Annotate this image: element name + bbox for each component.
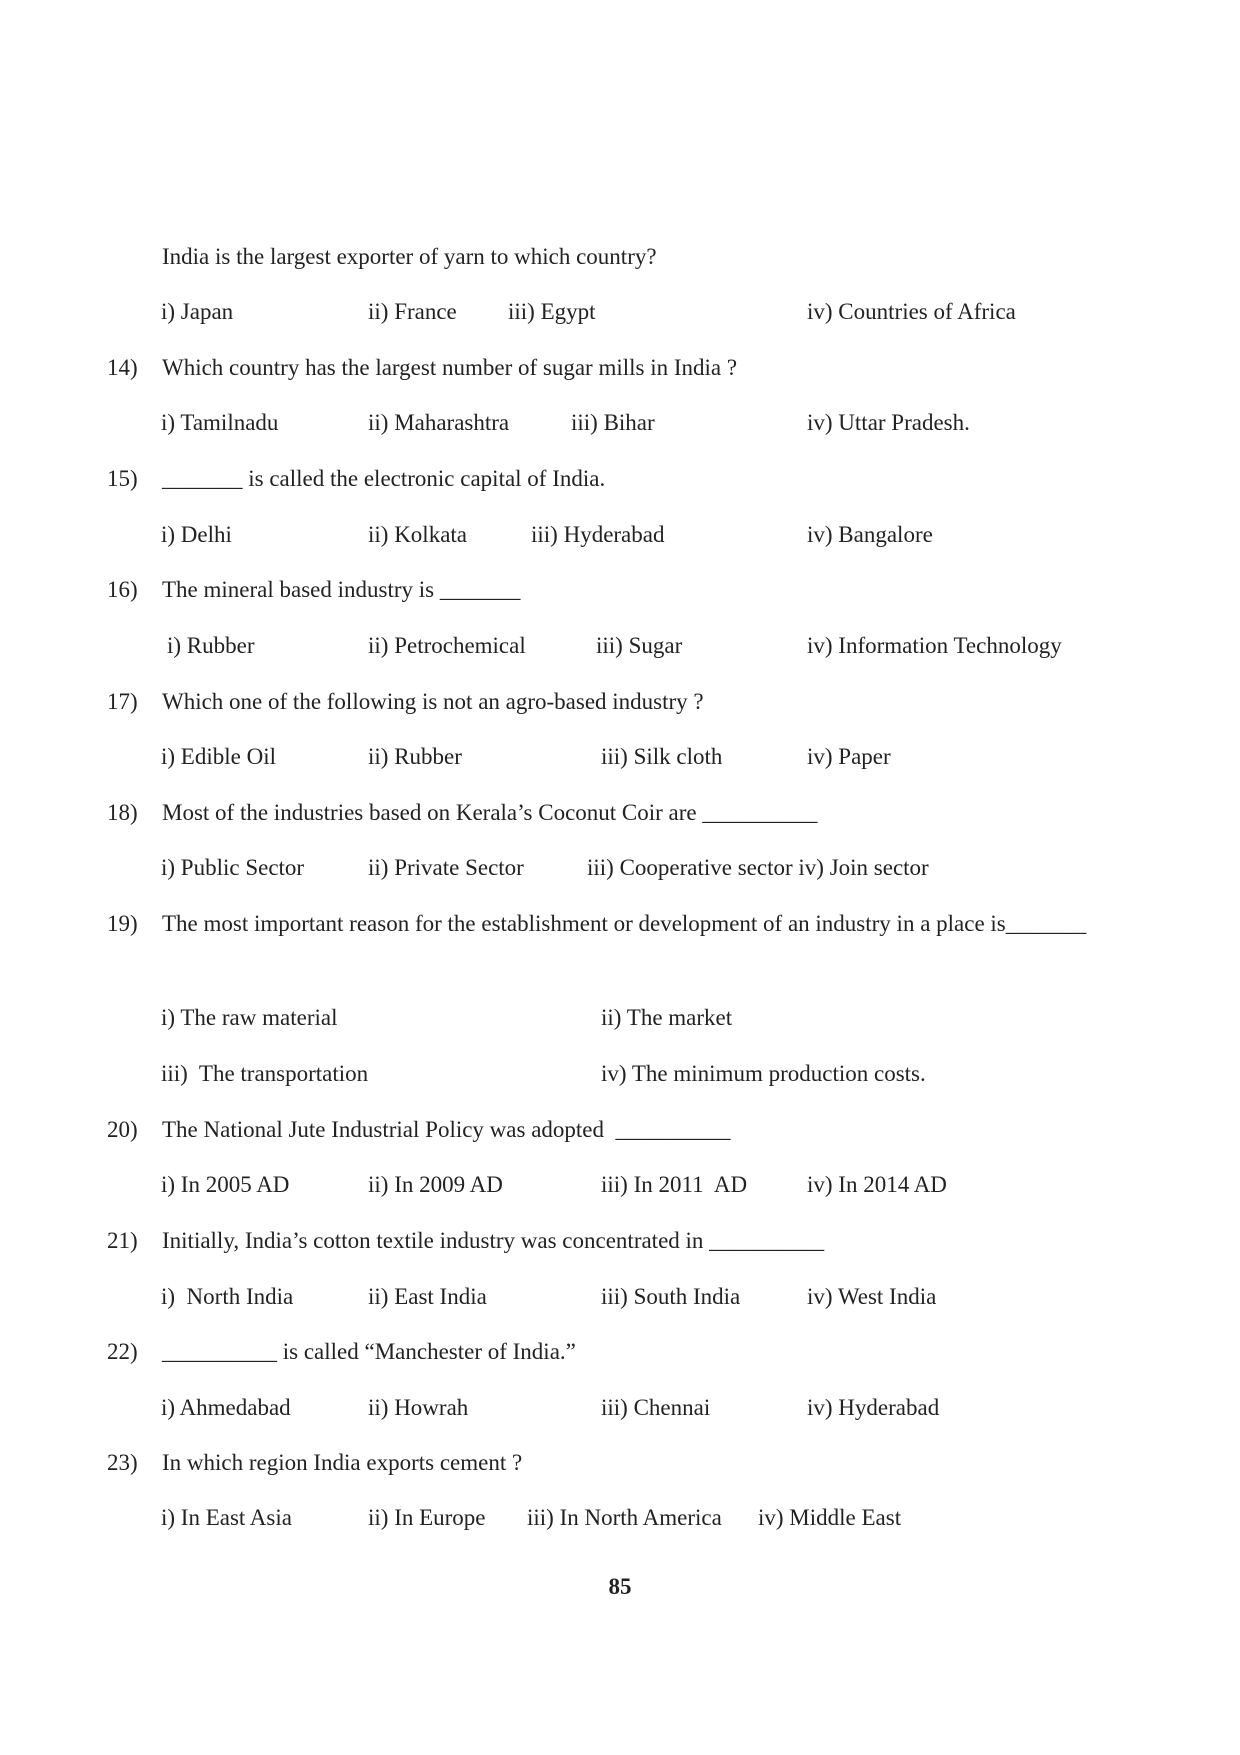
- option: ii) Howrah: [368, 1395, 469, 1420]
- question-text: The most important reason for the establishment or development of an industry in a place is_______: [162, 911, 1087, 936]
- option: i) In East Asia: [161, 1505, 292, 1530]
- page-number: 85: [608, 1574, 632, 1599]
- option: i) Japan: [161, 299, 234, 324]
- question-number: 16): [107, 577, 138, 602]
- option: iv) The minimum production costs.: [601, 1061, 926, 1086]
- option: ii) Kolkata: [368, 522, 467, 547]
- question-text: Initially, India’s cotton textile industry was concentrated in __________: [162, 1228, 825, 1253]
- question-text: The National Jute Industrial Policy was adopted __________: [162, 1117, 731, 1142]
- option: iii) The transportation: [161, 1061, 369, 1086]
- option: iv) Middle East: [758, 1505, 902, 1530]
- option: iv) Uttar Pradesh.: [807, 410, 970, 435]
- option: i) In 2005 AD: [161, 1172, 290, 1197]
- option: iv) In 2014 AD: [807, 1172, 947, 1197]
- question-number: 14): [107, 355, 138, 380]
- option: iii) Cooperative sector iv) Join sector: [587, 855, 929, 880]
- question-number: 15): [107, 466, 138, 491]
- option: i) Rubber: [167, 633, 255, 658]
- option: i) Ahmedabad: [161, 1395, 291, 1420]
- option: i) The raw material: [161, 1005, 338, 1030]
- question-text: _______ is called the electronic capital of India.: [162, 466, 606, 491]
- option: iii) Silk cloth: [601, 744, 723, 769]
- question-number: 19): [107, 911, 138, 936]
- option: ii) Maharashtra: [368, 410, 510, 435]
- question-text: In which region India exports cement ?: [162, 1450, 523, 1475]
- question-text: Which country has the largest number of sugar mills in India ?: [162, 355, 738, 380]
- question-number: 23): [107, 1450, 138, 1475]
- option: i) Tamilnadu: [161, 410, 279, 435]
- option: iii) Bihar: [571, 410, 655, 435]
- option: ii) In Europe: [368, 1505, 486, 1530]
- option: iii) In North America: [527, 1505, 722, 1530]
- question-number: 20): [107, 1117, 138, 1142]
- option: i) Public Sector: [161, 855, 305, 880]
- option: iii) Chennai: [601, 1395, 711, 1420]
- option: ii) In 2009 AD: [368, 1172, 503, 1197]
- option: iv) Information Technology: [807, 633, 1062, 658]
- option: iv) West India: [807, 1284, 937, 1309]
- question-text: The mineral based industry is _______: [162, 577, 521, 602]
- option: iii) South India: [601, 1284, 741, 1309]
- option: iv) Hyderabad: [807, 1395, 940, 1420]
- question-text: India is the largest exporter of yarn to which country?: [162, 244, 657, 269]
- question-number: 22): [107, 1339, 138, 1364]
- question-text: Which one of the following is not an agro-based industry ?: [162, 689, 704, 714]
- option: ii) Rubber: [368, 744, 462, 769]
- option: ii) France: [368, 299, 457, 324]
- option: iv) Bangalore: [807, 522, 933, 547]
- option: iii) Sugar: [596, 633, 683, 658]
- option: i) Delhi: [161, 522, 232, 547]
- option: iv) Paper: [807, 744, 891, 769]
- option: iv) Countries of Africa: [807, 299, 1016, 324]
- question-number: 18): [107, 800, 138, 825]
- question-number: 21): [107, 1228, 138, 1253]
- question-text: __________ is called “Manchester of India.”: [162, 1339, 576, 1364]
- option: i) North India: [161, 1284, 294, 1309]
- option: ii) Private Sector: [368, 855, 524, 880]
- option: iii) In 2011 AD: [601, 1172, 748, 1197]
- option: i) Edible Oil: [161, 744, 276, 769]
- option: ii) The market: [601, 1005, 733, 1030]
- question-number: 17): [107, 689, 138, 714]
- question-text: Most of the industries based on Kerala’s Coconut Coir are __________: [162, 800, 818, 825]
- option: ii) Petrochemical: [368, 633, 526, 658]
- option: ii) East India: [368, 1284, 487, 1309]
- option: iii) Egypt: [508, 299, 596, 324]
- option: iii) Hyderabad: [531, 522, 665, 547]
